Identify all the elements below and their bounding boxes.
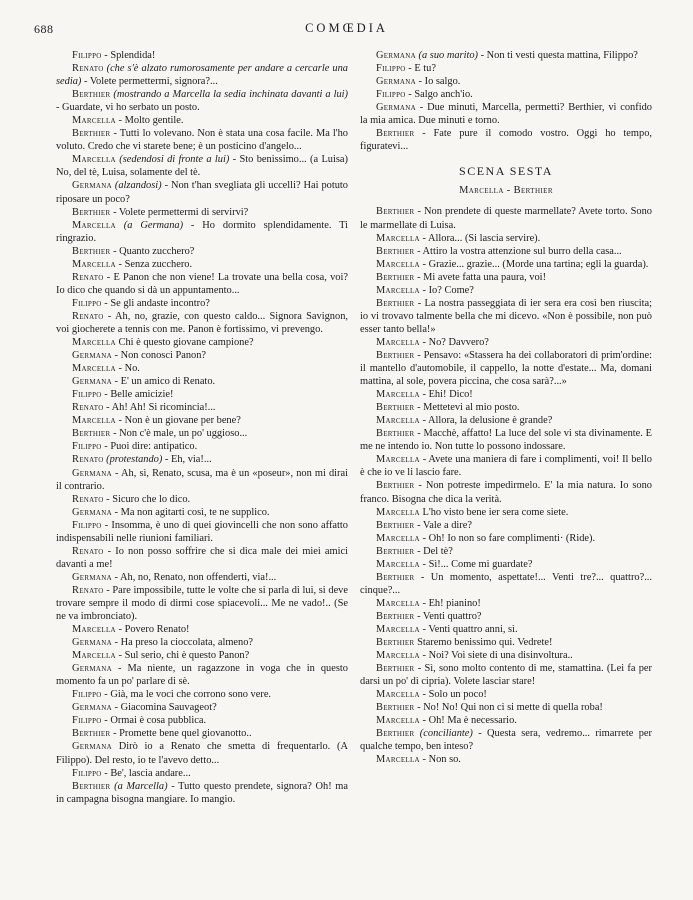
speaker-name: Marcella (376, 754, 420, 766)
speech-text: - Belle amicizie! (101, 389, 174, 401)
dialogue-line (56, 453, 348, 466)
dialogue-line (56, 49, 348, 62)
running-title: COMŒDIA (305, 21, 388, 35)
stage-direction: (protestando) (103, 454, 163, 466)
speaker-name: Marcella (72, 337, 116, 349)
speaker-name: Berthier (376, 519, 415, 531)
dialogue-line (56, 349, 348, 362)
speaker-name: Marcella (72, 115, 116, 127)
speaker-name: Marcella (72, 415, 116, 427)
speaker-name: Filippo (376, 63, 406, 75)
speech-text: - Ah, no, Renato, non offenderti, via!... (111, 571, 277, 583)
page-number: 688 (34, 22, 54, 36)
speech-text: Chi è questo giovane campione? (115, 337, 254, 349)
dialogue-line (360, 662, 652, 688)
speech-text: - Molto gentile. (115, 115, 184, 127)
speaker-name: Filippo (72, 767, 102, 779)
speech-text: - Volete permettermi, signora?... (81, 76, 218, 88)
dialogue-line (56, 727, 348, 740)
stage-direction: (a Marcella) (110, 780, 168, 792)
dialogue-line (360, 453, 652, 479)
speech-text: L'ho visto bene ier sera come siete. (419, 506, 569, 518)
dialogue-line (360, 284, 652, 297)
speech-text: - No. (115, 363, 140, 375)
speaker-name: Berthier (376, 702, 415, 714)
speech-text: - Sì, sono molto contento di me, stamattina. (Lei fa per darsi un po' di cipria). Volete lasciar stare! (360, 663, 652, 688)
speaker-name: Berthier (72, 780, 111, 792)
speaker-name: Germana (72, 350, 112, 362)
dialogue-line (360, 127, 652, 153)
speaker-name: Marcella (376, 623, 420, 635)
speech-text: - Ehi! Dico! (419, 389, 473, 401)
dialogue-line (56, 245, 348, 258)
speech-text: - Venti quattro? (414, 610, 482, 622)
speaker-name: Marcella (72, 154, 116, 166)
speaker-name: Berthier (72, 206, 111, 218)
dialogue-line (56, 636, 348, 649)
dialogue-line (56, 649, 348, 662)
speaker-name: Filippo (72, 715, 102, 727)
speech-text: - Salgo anch'io. (405, 89, 473, 101)
speech-text: - Già, ma le voci che corrono sono vere. (101, 689, 272, 701)
dialogue-line (360, 62, 652, 75)
dialogue-line (360, 610, 652, 623)
dialogue-line (56, 219, 348, 245)
dialogue-line (56, 506, 348, 519)
speech-text: - Se gli andaste incontro? (101, 297, 210, 309)
dialogue-line (360, 75, 652, 88)
dialogue-line (56, 440, 348, 453)
speaker-name: Germana (72, 663, 112, 675)
dialogue-line (56, 740, 348, 766)
dialogue-line (56, 271, 348, 297)
speaker-name: Berthier (376, 637, 415, 649)
speaker-name: Filippo (72, 50, 102, 61)
speaker-name: Marcella (376, 650, 420, 662)
speaker-name: Marcella (376, 532, 420, 544)
dialogue-line (360, 401, 652, 414)
speech-text: - Io salgo. (415, 76, 461, 88)
dialogue-line (360, 479, 652, 505)
stage-direction: (a Germana) (115, 219, 184, 231)
speech-text: - Non prendete di queste marmellate? Avete torto. Sono le marmellate di Luisa. (360, 206, 652, 231)
speech-text: - E Panon che non viene! La trovate una bella cosa, voi? Io dico che quando si dà un appuntamento... (56, 271, 348, 296)
speech-text: - Sicuro che lo dico. (103, 493, 191, 505)
speech-text: - Sto benissimo... (a Luisa) No, del tè, Luisa, solamente del tè. (56, 154, 348, 179)
speaker-name: Marcella (376, 715, 420, 727)
speaker-name: Germana (72, 467, 112, 479)
speaker-name: Germana (376, 102, 416, 114)
dialogue-line (56, 767, 348, 780)
speaker-name: Marcella (72, 363, 116, 375)
speech-text: - E tu? (405, 63, 436, 75)
speaker-name: Marcella (376, 284, 420, 296)
dialogue-line (360, 271, 652, 284)
speech-text: - Noi? Voi siete di una disinvoltura.. (419, 650, 573, 662)
speaker-name: Marcella (376, 597, 420, 609)
dialogue-line (360, 545, 652, 558)
speaker-name: Renato (72, 271, 104, 283)
dialogue-line (56, 127, 348, 153)
dialogue-line (360, 101, 652, 127)
speech-text: - Ormai è cosa pubblica. (101, 715, 207, 727)
dialogue-line (56, 467, 348, 493)
dialogue-line (360, 623, 652, 636)
speech-text: - E' un amico di Renato. (111, 376, 216, 388)
speech-text: - Eh! pianino! (419, 597, 481, 609)
speaker-name: Berthier (376, 545, 415, 557)
speech-text: - Sì!... Come mi guardate? (419, 558, 533, 570)
speaker-name: Germana (72, 571, 112, 583)
dialogue-line (360, 349, 652, 388)
speaker-name: Germana (376, 50, 416, 61)
speaker-name: Marcella (376, 558, 420, 570)
speech-text: - Eh, via!... (162, 454, 212, 466)
speech-text: - Ah! Ah! Si ricomincia!... (103, 402, 216, 414)
speaker-name: Marcella (376, 689, 420, 701)
speech-text: - Un momento, aspettate!... Venti tre?... quattro?... cinque?... (360, 571, 652, 596)
speech-text: - Be', lascia andare... (101, 767, 191, 779)
speaker-name: Renato (72, 402, 104, 414)
dialogue-line (360, 571, 652, 597)
dialogue-line (360, 205, 652, 231)
speaker-name: Berthier (376, 571, 415, 583)
dialogue-line (56, 153, 348, 179)
speaker-name: Germana (72, 637, 112, 649)
speaker-name: Marcella (72, 258, 116, 270)
speech-text: - No! No! Qui non ci si mette di quella roba! (414, 702, 603, 714)
speech-text: Staremo benissimo qui. Vedrete! (414, 637, 553, 649)
dialogue-line (56, 519, 348, 545)
speaker-name: Filippo (72, 441, 102, 453)
speaker-name: Marcella (376, 336, 420, 348)
speech-text: - Fate pure il comodo vostro. Oggi ho tempo, figuratevi... (360, 128, 652, 153)
speaker-name: Renato (72, 493, 104, 505)
dialogue-line (360, 688, 652, 701)
dialogue-line (56, 310, 348, 336)
dialogue-line (56, 206, 348, 219)
speech-text: - Ha preso la cioccolata, almeno? (111, 637, 254, 649)
speech-text: - Io non posso soffrire che si dica male dei miei amici davanti a me! (56, 545, 348, 570)
speech-text: - Sul serio, chi è questo Panon? (115, 650, 250, 662)
left-column (56, 49, 348, 806)
speech-text: - Giacomina Sauvageot? (111, 702, 217, 714)
speech-text: - Allora... (Si lascia servire). (419, 232, 541, 244)
speech-text: - Guardate, vi ho serbato un posto. (56, 102, 200, 114)
stage-direction: (conciliante) (414, 728, 473, 740)
stage-direction: (sedendosi di fronte a lui) (115, 154, 230, 166)
dialogue-line (56, 584, 348, 623)
speech-text: - Pare impossibile, tutte le volte che si parla di lui, si deve trovare sempre il modo di dirmi cose spiacevoli... Me ne vado!.. (Se ne va imbronciato). (56, 584, 348, 623)
dialogue-line (56, 297, 348, 310)
dialogue-line (360, 49, 652, 62)
speech-text: - Attiro la vostra attenzione sul burro della casa... (414, 245, 622, 257)
speaker-name: Berthier (376, 349, 415, 361)
speech-text: - Solo un poco! (419, 689, 487, 701)
speech-text: - Ah, no, grazie, con questo caldo... Signora Savignon, voi giocherete a tennis con me. Panon è fortissimo, vi prevengo. (56, 310, 348, 335)
speech-text: - Allora, la delusione è grande? (419, 415, 553, 427)
speech-text: - Tutto questo prendete, signora? Oh! ma in campagna bisogna mangiare. Io mangio. (56, 780, 348, 805)
speech-text: - Volete permettermi di servirvi? (110, 206, 249, 218)
stage-direction: (alzandosi) (111, 180, 162, 192)
scene-cast: Marcella - Berthier (459, 185, 553, 197)
speaker-name: Filippo (376, 89, 406, 101)
speech-text: - Ah, sì, Renato, scusa, ma è un «poseur», non mi dirai il contrario. (56, 467, 348, 492)
stage-direction: (che s'è alzato rumorosamente per andare a cercarle una sedia) (56, 63, 348, 88)
speech-text: - Ma non agitarti così, te ne supplico. (111, 506, 270, 518)
speaker-name: Berthier (376, 245, 415, 257)
speaker-name: Marcella (72, 650, 116, 662)
speech-text: - Senza zucchero. (115, 258, 193, 270)
speaker-name: Germana (72, 702, 112, 714)
dialogue-line (360, 427, 652, 453)
dialogue-line (56, 114, 348, 127)
speech-text: - Non è un giovane per bene? (115, 415, 241, 427)
speech-text: - Questa sera, vedremo... rimarrete per qualche tempo, ben inteso? (360, 728, 652, 753)
speaker-name: Marcella (376, 454, 420, 466)
speaker-name: Renato (72, 584, 104, 596)
stage-direction: (a suo marito) (415, 50, 479, 61)
speaker-name: Berthier (376, 610, 415, 622)
dialogue-line (360, 388, 652, 401)
speech-text: - Ho dormito splendidamente. Ti ringrazio. (56, 219, 348, 244)
speech-text: - La nostra passeggiata di ier sera era così ben riuscita; io vi trovavo talmente bella che mi dicevo. «Non è possibile, non può esser tanto bella!» (360, 297, 652, 335)
dialogue-line (56, 545, 348, 571)
speech-text: - Insomma, è uno di quei giovincelli che non sono affatto indispensabili nelle riunioni familiari. (56, 519, 348, 544)
speaker-name: Berthier (376, 663, 415, 675)
speech-text: - Tutti lo volevano. Non è stata una cosa facile. Ma l'ho voluto. Credo che vi starete bene; è un posticino d'angelo... (56, 128, 348, 153)
speaker-name: Filippo (72, 297, 102, 309)
speech-text: - Pensavo: «Stassera ha dei collaboratori di prim'ordine: il mantello d'automobile, il cappello, la notte d'estate... Ma, domani mattina, al sole, povera piccina, che cosa sarà?...» (360, 349, 652, 388)
speech-text: - Quanto zucchero? (110, 245, 195, 257)
speaker-name: Marcella (72, 624, 116, 636)
speech-text: - Mettetevi al mio posto. (414, 402, 520, 414)
speech-text: - Puoi dire: antipatico. (101, 441, 198, 453)
speech-text: - Ma niente, un ragazzone in voga che in questo momento fa un po' parlare di sè. (56, 663, 348, 688)
speaker-name: Renato (72, 310, 104, 322)
speech-text: - Oh! Ma è necessario. (419, 715, 517, 727)
dialogue-line (360, 636, 652, 649)
dialogue-line (360, 245, 652, 258)
speech-text: - No? Davvero? (419, 336, 489, 348)
speaker-name: Filippo (72, 389, 102, 401)
speech-text: - Avete una maniera di fare i complimenti, voi! Il bello è che io ve li lascio fare. (360, 454, 652, 479)
speech-text: - Due minuti, Marcella, permetti? Berthier, vi confido la mia amica. Due minuti e torno. (360, 102, 652, 127)
speaker-name: Marcella (376, 506, 420, 518)
speech-text: - Povero Renato! (115, 624, 190, 636)
dialogue-line (360, 701, 652, 714)
speech-text: - Non potreste impedirmelo. E' la mia natura. Io sono franco. Bisogna che dica la verità. (360, 480, 652, 505)
dialogue-line (56, 362, 348, 375)
dialogue-line (360, 414, 652, 427)
dialogue-line (56, 427, 348, 440)
stage-direction: (mostrando a Marcella la sedia inchinata davanti a lui) (110, 89, 348, 101)
dialogue-line (56, 780, 348, 806)
speaker-name: Germana (72, 741, 112, 753)
speaker-name: Berthier (376, 271, 415, 283)
speaker-name: Berthier (376, 428, 415, 440)
dialogue-line (360, 258, 652, 271)
speaker-name: Renato (72, 545, 104, 557)
speaker-name: Berthier (376, 297, 415, 309)
speech-text: - Non so. (419, 754, 461, 766)
scene-title: SCENA SESTA (459, 164, 553, 179)
dialogue-line (56, 701, 348, 714)
speaker-name: Berthier (376, 128, 415, 140)
speaker-name: Germana (376, 76, 416, 88)
speech-text: - Non ti vesti questa mattina, Filippo? (478, 50, 638, 61)
speech-text: - Vale a dire? (414, 519, 472, 531)
dialogue-line (56, 714, 348, 727)
speaker-name: Berthier (376, 480, 415, 492)
speaker-name: Germana (72, 376, 112, 388)
right-column (360, 49, 652, 766)
speaker-name: Filippo (72, 689, 102, 701)
speaker-name: Marcella (376, 258, 420, 270)
dialogue-line (56, 388, 348, 401)
speaker-name: Filippo (72, 519, 102, 531)
speech-text: - Grazie... grazie... (Morde una tartina; egli la guarda). (419, 258, 649, 270)
dialogue-line (56, 571, 348, 584)
speaker-name: Renato (72, 63, 104, 75)
dialogue-line (360, 88, 652, 101)
dialogue-line (56, 688, 348, 701)
speech-text: - Promette bene quel giovanotto.. (110, 728, 252, 740)
dialogue-line (360, 297, 652, 336)
speaker-name: Berthier (376, 728, 415, 740)
speech-text: - Macchè, affatto! La luce del sole vi sta divinamente. E me ne intendo io. Non tutte lo possono indossare. (360, 428, 652, 453)
dialogue-line (56, 258, 348, 271)
dialogue-line (56, 493, 348, 506)
dialogue-line (360, 336, 652, 349)
dialogue-line (360, 714, 652, 727)
speech-text: Dirò io a Renato che smetta di frequentarlo. (A Filippo). Del resto, io te l'avevo detto... (56, 741, 348, 766)
dialogue-line (56, 88, 348, 114)
speaker-name: Berthier (72, 428, 111, 440)
dialogue-line (360, 232, 652, 245)
speaker-name: Berthier (72, 245, 111, 257)
speaker-name: Berthier (72, 89, 111, 101)
dialogue-line (56, 662, 348, 688)
speech-text: - Oh! Io non so fare complimenti· (Ride). (419, 532, 596, 544)
speaker-name: Marcella (376, 389, 420, 401)
speech-text: - Non t'han svegliata gli uccelli? Hai potuto riposare un poco? (56, 180, 348, 205)
dialogue-line (360, 753, 652, 766)
speaker-name: Berthier (376, 206, 415, 218)
speech-text: - Venti quattro anni, sì. (419, 623, 518, 635)
dialogue-line (360, 597, 652, 610)
dialogue-line (360, 532, 652, 545)
dialogue-line (56, 623, 348, 636)
speaker-name: Marcella (72, 219, 116, 231)
dialogue-line (56, 336, 348, 349)
speaker-name: Germana (72, 506, 112, 518)
speaker-name: Marcella (376, 415, 420, 427)
dialogue-line (360, 649, 652, 662)
dialogue-line (56, 62, 348, 88)
dialogue-line (56, 375, 348, 388)
dialogue-line (56, 179, 348, 205)
speech-text: - Non conosci Panon? (111, 350, 207, 362)
speaker-name: Berthier (376, 402, 415, 414)
speech-text: - Splendida! (101, 50, 156, 61)
speech-text: - Del tè? (414, 545, 453, 557)
dialogue-line (56, 401, 348, 414)
speech-text: - Mi avete fatta una paura, voi! (414, 271, 547, 283)
speaker-name: Germana (72, 180, 112, 192)
dialogue-line (360, 558, 652, 571)
speaker-name: Renato (72, 454, 104, 466)
speaker-name: Marcella (376, 232, 420, 244)
dialogue-line (360, 506, 652, 519)
speaker-name: Berthier (72, 128, 111, 140)
dialogue-line (360, 519, 652, 532)
dialogue-line (56, 414, 348, 427)
dialogue-line (360, 727, 652, 753)
speaker-name: Berthier (72, 728, 111, 740)
speech-text: - Non c'è male, un po' uggioso... (110, 428, 248, 440)
speech-text: - Io? Come? (419, 284, 474, 296)
